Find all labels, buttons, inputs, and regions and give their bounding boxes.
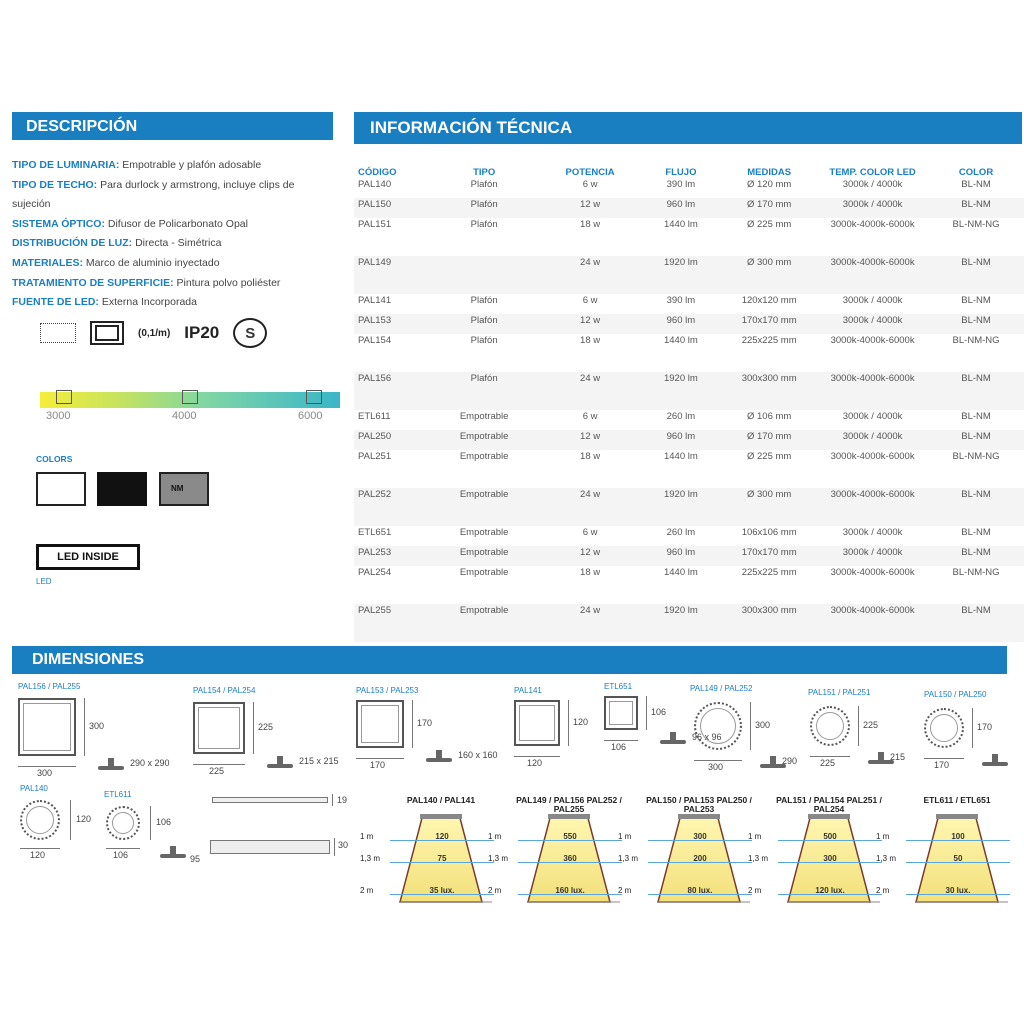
cell-color: BL-NM <box>961 179 991 190</box>
dimension-height: 170 <box>977 722 993 732</box>
table-row <box>354 314 1024 334</box>
dimension-height: 300 <box>755 720 771 730</box>
square-outline <box>193 702 245 754</box>
cell-power: 18 w <box>580 219 601 230</box>
table-row <box>354 546 1024 566</box>
photometry-diagram <box>488 795 628 910</box>
dimension-width: 106 <box>611 742 627 752</box>
cell-temp: 3000k / 4000k <box>842 527 903 538</box>
table-header-row <box>354 148 1024 178</box>
cell-type: Plafón <box>429 372 540 410</box>
distance-label: 1,3 m <box>360 854 381 863</box>
cell-color: BL-NM-NG <box>952 567 1000 578</box>
cell-color: BL-NM <box>961 411 991 422</box>
table-row <box>354 198 1024 218</box>
header-flux: FLUJO <box>665 167 697 178</box>
dimension-width: 225 <box>820 758 836 768</box>
distance-label: 2 m <box>876 886 890 895</box>
profile-icon <box>267 756 293 768</box>
cell-power: 18 w <box>580 335 601 346</box>
square-outline <box>604 696 638 730</box>
led-inside-badge: LED INSIDE <box>36 544 140 570</box>
table-row <box>354 450 1024 488</box>
cell-type: Empotrable <box>429 488 540 526</box>
cell-color: BL-NM <box>961 295 991 306</box>
cell-color: BL-NM <box>928 372 1024 410</box>
cell-flux: 1920 lm <box>641 372 722 410</box>
cut-size: 290 <box>782 756 798 766</box>
lux-value: 75 <box>437 854 447 863</box>
cell-size: 300x300 mm <box>721 604 817 642</box>
cell-power: 24 w <box>540 256 641 294</box>
photometry-title: PAL150 / PAL153 PAL250 / PAL253 <box>646 795 752 814</box>
cell-size: 225x225 mm <box>741 335 797 346</box>
table-row <box>354 334 1024 372</box>
cut-size: 96 x 96 <box>692 732 722 742</box>
cell-size: 106x106 mm <box>741 527 797 538</box>
temp-marker <box>182 390 198 404</box>
table-row <box>354 178 1024 198</box>
dimension-line <box>20 848 60 849</box>
header-type: TIPO <box>473 167 496 178</box>
dimension-line <box>70 800 71 840</box>
section-header-dimensiones: DIMENSIONES <box>12 646 1007 674</box>
dimension-line <box>810 756 850 757</box>
cell-size: Ø 120 mm <box>746 179 792 190</box>
dimension-label: PAL150 / PAL250 <box>924 690 987 699</box>
dimension-label: PAL149 / PAL252 <box>690 684 753 693</box>
temp-marker <box>56 390 72 404</box>
cell-type: Empotrable <box>429 546 540 566</box>
lux-value: 35 lux. <box>429 886 455 895</box>
dimension-line <box>193 764 245 765</box>
cell-flux: 260 lm <box>666 527 696 538</box>
dimension-height: 106 <box>651 707 667 717</box>
distance-icon: (0,1/m) <box>138 327 171 339</box>
dimension-line <box>253 702 254 754</box>
dimension-line <box>412 700 413 748</box>
distance-label: 1 m <box>748 832 762 841</box>
lux-value: 200 <box>693 854 707 863</box>
distance-label: 1 m <box>618 832 632 841</box>
cell-flux: 1440 lm <box>663 451 698 462</box>
circle-outline <box>810 706 850 746</box>
header-power: POTENCIA <box>565 167 615 178</box>
distance-label: 1,3 m <box>748 854 769 863</box>
cell-flux: 1440 lm <box>663 335 698 346</box>
table-row <box>354 604 1024 642</box>
cell-type: Plafón <box>470 295 498 306</box>
dimension-height: 225 <box>258 722 274 732</box>
strip-profile-thick <box>210 840 330 854</box>
frame-icon <box>90 321 124 345</box>
dimension-label: PAL141 <box>514 686 542 695</box>
description-item: TIPO DE LUMINARIA: Empotrable y plafón adosable <box>12 159 262 171</box>
dimension-label: PAL154 / PAL254 <box>193 686 256 695</box>
cell-type: Plafón <box>470 335 498 346</box>
cell-flux: 1440 lm <box>663 219 698 230</box>
description-item: TIPO DE TECHO: Para durlock y armstrong, incluye clips de sujeción <box>12 178 295 211</box>
cell-color: BL-NM <box>928 256 1024 294</box>
cell-temp: 3000k / 4000k <box>817 430 928 450</box>
profile-icon <box>660 732 686 744</box>
photometry-title: PAL140 / PAL141 <box>406 795 476 805</box>
dimension-height: 300 <box>89 721 105 731</box>
cell-power: 6 w <box>582 295 598 306</box>
cell-flux: 1440 lm <box>663 567 698 578</box>
cell-flux: 1920 lm <box>641 604 722 642</box>
photometry-title: PAL149 / PAL156 PAL252 / PAL255 <box>516 795 622 814</box>
square-outline <box>514 700 560 746</box>
temp-marker <box>306 390 322 404</box>
cell-code: PAL154 <box>358 335 392 346</box>
temp-label: 6000 <box>298 410 323 422</box>
cell-type: Empotrable <box>429 604 540 642</box>
cell-color: BL-NM <box>928 314 1024 334</box>
dimension-label: ETL651 <box>604 682 633 691</box>
lux-value: 100 <box>951 832 965 841</box>
dimension-line <box>750 702 751 750</box>
cell-code: PAL153 <box>354 314 429 334</box>
cell-flux: 1920 lm <box>641 488 722 526</box>
dimension-line <box>18 766 76 767</box>
cell-code: PAL251 <box>358 451 392 462</box>
table-row <box>354 256 1024 294</box>
section-header-descripcion: DESCRIPCIÓN <box>12 112 333 140</box>
dimension-line <box>568 700 569 746</box>
profile-icon <box>98 758 124 770</box>
cell-color: BL-NM <box>961 527 991 538</box>
colors-label: COLORS <box>36 454 73 464</box>
dimension-line <box>356 758 404 759</box>
description-item: SISTEMA ÓPTICO: Difusor de Policarbonato Opal <box>12 217 248 230</box>
dimension-line <box>858 706 859 746</box>
dimension-line <box>646 696 647 730</box>
distance-label: 1 m <box>360 832 374 841</box>
cell-temp: 3000k-4000k-6000k <box>817 256 928 294</box>
dimension-label: ETL611 <box>104 790 132 799</box>
cell-size: Ø 170 mm <box>721 198 817 218</box>
dimension-height: 225 <box>863 720 879 730</box>
cell-color: BL-NM-NG <box>952 335 1000 346</box>
cell-color: BL-NM <box>928 198 1024 218</box>
table-row <box>354 218 1024 256</box>
dimension-width: 170 <box>370 760 386 770</box>
distance-label: 1,3 m <box>618 854 639 863</box>
lux-value: 360 <box>563 854 577 863</box>
cell-power: 6 w <box>582 179 598 190</box>
cell-flux: 390 lm <box>666 179 696 190</box>
cell-power: 12 w <box>540 430 641 450</box>
cell-size: 120x120 mm <box>741 295 797 306</box>
color-swatch-black <box>97 472 147 506</box>
cell-power: 18 w <box>580 451 601 462</box>
cell-flux: 960 lm <box>641 198 722 218</box>
dimension-height: 170 <box>417 718 433 728</box>
cell-power: 24 w <box>540 604 641 642</box>
cell-color: BL-NM <box>928 546 1024 566</box>
cell-code: PAL252 <box>354 488 429 526</box>
cell-code: PAL141 <box>358 295 392 306</box>
dimension-width: 106 <box>113 850 129 860</box>
dimension-width: 300 <box>708 762 724 772</box>
lux-value: 160 lux. <box>555 886 585 895</box>
dimension-line <box>106 848 140 849</box>
photometry-diagram <box>360 795 500 910</box>
dimension-width: 225 <box>209 766 225 776</box>
table-row <box>354 488 1024 526</box>
cell-color: BL-NM-NG <box>952 219 1000 230</box>
led-label: LED <box>36 577 52 586</box>
cell-code: ETL611 <box>358 411 391 422</box>
cell-type: Empotrable <box>459 567 509 578</box>
strip-thickness: 30 <box>338 840 349 850</box>
cell-code: PAL156 <box>354 372 429 410</box>
dimension-label: PAL151 / PAL251 <box>808 688 871 697</box>
distance-label: 1 m <box>876 832 890 841</box>
dimension-label: PAL140 <box>20 784 48 793</box>
lux-value: 50 <box>953 854 963 863</box>
dimension-line <box>334 838 335 856</box>
cut-size: 290 x 290 <box>130 758 170 768</box>
cell-temp: 3000k-4000k-6000k <box>830 451 915 462</box>
lux-value: 500 <box>823 832 837 841</box>
header-color: COLOR <box>958 167 994 178</box>
cell-temp: 3000k-4000k-6000k <box>830 335 915 346</box>
cut-size: 215 x 215 <box>299 756 339 766</box>
cut-size: 215 <box>890 752 906 762</box>
dimension-height: 120 <box>76 814 92 824</box>
header-size: MEDIDAS <box>747 167 792 178</box>
cell-code: ETL651 <box>358 527 392 538</box>
description-item: TRATAMIENTO DE SUPERFICIE: Pintura polvo poliéster <box>12 276 281 289</box>
dimension-line <box>84 698 85 756</box>
cell-size: Ø 300 mm <box>721 256 817 294</box>
dimension-line <box>604 740 638 741</box>
cell-temp: 3000k-4000k-6000k <box>817 372 928 410</box>
cell-temp: 3000k / 4000k <box>817 546 928 566</box>
lux-value: 120 <box>435 832 449 841</box>
cell-size: Ø 225 mm <box>746 451 792 462</box>
circle-outline <box>20 800 60 840</box>
cell-code: PAL140 <box>358 179 392 190</box>
cell-code: PAL250 <box>354 430 429 450</box>
description-list <box>12 156 342 313</box>
table-row <box>354 430 1024 450</box>
cell-temp: 3000k / 4000k <box>842 295 903 306</box>
dimension-label: PAL156 / PAL255 <box>18 682 81 691</box>
description-item: FUENTE DE LED: Externa Incorporada <box>12 296 197 309</box>
strip-thickness: 19 <box>337 795 348 805</box>
cell-flux: 390 lm <box>666 295 696 306</box>
distance-label: 1,3 m <box>876 854 897 863</box>
distance-label: 2 m <box>488 886 502 895</box>
cell-type: Plafón <box>470 179 498 190</box>
distance-label: 2 m <box>360 886 374 895</box>
cell-power: 18 w <box>580 567 601 578</box>
cell-power: 24 w <box>540 372 641 410</box>
description-item: MATERIALES: Marco de aluminio inyectado <box>12 256 220 269</box>
profile-icon <box>160 846 186 858</box>
photometry-diagram <box>748 795 888 910</box>
technical-table <box>354 148 1024 642</box>
dimension-label: PAL153 / PAL253 <box>356 686 419 695</box>
cell-color: BL-NM <box>928 604 1024 642</box>
strip-profile-thin <box>212 797 328 803</box>
cell-code: PAL255 <box>354 604 429 642</box>
cell-type: Plafón <box>429 198 540 218</box>
color-swatch-white <box>36 472 86 506</box>
cell-type: Empotrable <box>429 430 540 450</box>
dimension-width: 120 <box>527 758 543 768</box>
dimension-line <box>514 756 560 757</box>
dimension-line <box>694 760 742 761</box>
distance-label: 2 m <box>618 886 632 895</box>
table-row <box>354 526 1024 546</box>
cell-power: 24 w <box>540 488 641 526</box>
cell-color: BL-NM-NG <box>952 451 1000 462</box>
cell-temp: 3000k / 4000k <box>817 314 928 334</box>
cell-power: 12 w <box>540 314 641 334</box>
cell-code: PAL150 <box>354 198 429 218</box>
square-outline <box>356 700 404 748</box>
cell-type <box>429 256 540 294</box>
distance-label: 1,3 m <box>488 854 509 863</box>
led-array-icon <box>40 323 76 343</box>
lux-value: 120 lux. <box>815 886 845 895</box>
cell-power: 6 w <box>582 411 598 422</box>
cell-size: 300x300 mm <box>721 372 817 410</box>
header-temp: TEMP. COLOR LED <box>829 167 916 178</box>
lux-value: 30 lux. <box>945 886 971 895</box>
cell-flux: 1920 lm <box>641 256 722 294</box>
cell-temp: 3000k / 4000k <box>842 411 903 422</box>
lux-value: 300 <box>693 832 707 841</box>
cell-code: PAL254 <box>358 567 392 578</box>
cell-size: 170x170 mm <box>721 314 817 334</box>
certification-icons <box>40 316 267 350</box>
cell-flux: 960 lm <box>641 314 722 334</box>
distance-label: 1 m <box>488 832 502 841</box>
dimension-width: 170 <box>934 760 950 770</box>
cut-size: 95 <box>190 854 201 864</box>
cut-size: 160 x 160 <box>458 750 498 760</box>
cell-temp: 3000k-4000k-6000k <box>830 567 915 578</box>
cell-size: Ø 300 mm <box>721 488 817 526</box>
color-swatch-grey: NM <box>159 472 209 506</box>
cell-temp: 3000k / 4000k <box>817 198 928 218</box>
header-code: CÓDIGO <box>358 167 397 178</box>
cell-code: PAL151 <box>358 219 392 230</box>
cell-flux: 260 lm <box>666 411 696 422</box>
distance-label: 2 m <box>748 886 762 895</box>
cell-temp: 3000k-4000k-6000k <box>817 604 928 642</box>
dimension-height: 106 <box>156 817 172 827</box>
circle-outline <box>924 708 964 748</box>
lux-value: 300 <box>823 854 837 863</box>
cell-type: Empotrable <box>459 527 509 538</box>
cell-size: 170x170 mm <box>721 546 817 566</box>
cell-power: 12 w <box>540 198 641 218</box>
s-mark-icon: S <box>233 318 267 348</box>
section-header-informacion: INFORMACIÓN TÉCNICA <box>354 112 1022 144</box>
dimension-line <box>972 708 973 748</box>
photometry-diagram <box>876 795 1016 910</box>
square-outline <box>18 698 76 756</box>
cell-type: Empotrable <box>459 411 509 422</box>
dimension-width: 120 <box>30 850 46 860</box>
table-row <box>354 372 1024 410</box>
table-row <box>354 294 1024 314</box>
photometry-title: ETL611 / ETL651 <box>923 795 991 805</box>
cell-temp: 3000k-4000k-6000k <box>817 488 928 526</box>
cell-type: Plafón <box>429 314 540 334</box>
cell-flux: 960 lm <box>641 430 722 450</box>
cell-temp: 3000k / 4000k <box>842 179 903 190</box>
cell-code: PAL149 <box>354 256 429 294</box>
cell-temp: 3000k-4000k-6000k <box>830 219 915 230</box>
profile-icon <box>426 750 452 762</box>
dimension-height: 120 <box>573 717 589 727</box>
photometry-diagram <box>618 795 758 910</box>
cell-size: 225x225 mm <box>741 567 797 578</box>
cell-type: Empotrable <box>459 451 509 462</box>
temp-label: 4000 <box>172 410 197 422</box>
cell-size: Ø 170 mm <box>721 430 817 450</box>
circle-outline <box>694 702 742 750</box>
dimension-width: 300 <box>37 768 53 778</box>
cell-power: 12 w <box>540 546 641 566</box>
cell-color: BL-NM <box>928 488 1024 526</box>
cell-power: 6 w <box>582 527 598 538</box>
photometry-title: PAL151 / PAL154 PAL251 / PAL254 <box>776 795 882 814</box>
lux-value: 80 lux. <box>687 886 713 895</box>
cell-flux: 960 lm <box>641 546 722 566</box>
cell-type: Plafón <box>470 219 498 230</box>
temp-label: 3000 <box>46 410 71 422</box>
cell-size: Ø 106 mm <box>746 411 792 422</box>
cell-color: BL-NM <box>928 430 1024 450</box>
cell-code: PAL253 <box>354 546 429 566</box>
profile-icon <box>982 754 1008 766</box>
circle-outline <box>106 806 140 840</box>
table-row <box>354 410 1024 430</box>
ip-rating: IP20 <box>184 323 220 342</box>
description-item: DISTRIBUCIÓN DE LUZ: Directa - Simétrica <box>12 237 222 250</box>
dimension-line <box>150 806 151 840</box>
dimension-line <box>332 794 333 806</box>
table-row <box>354 566 1024 604</box>
lux-value: 550 <box>563 832 577 841</box>
cell-size: Ø 225 mm <box>746 219 792 230</box>
dimension-line <box>924 758 964 759</box>
